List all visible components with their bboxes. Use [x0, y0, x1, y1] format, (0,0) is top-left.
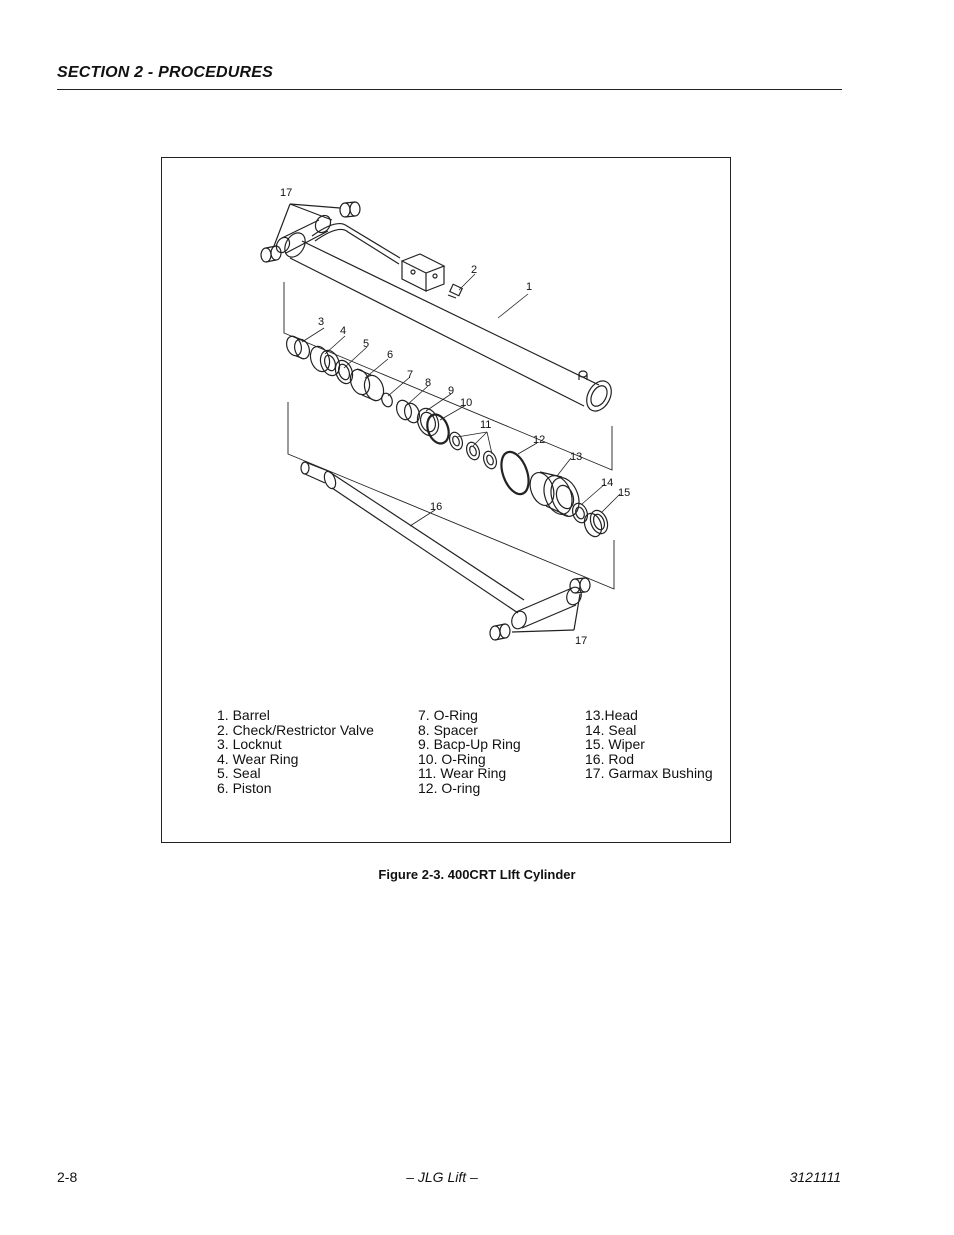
legend-column-1	[217, 708, 374, 795]
legend-item: 10. O-Ring	[418, 750, 486, 767]
callout-9: 9	[448, 385, 455, 397]
callout-10: 10	[460, 397, 473, 409]
legend-item: 8. Spacer	[418, 721, 478, 738]
document-number: 3121111	[789, 1169, 841, 1185]
piston-stack-drawing	[284, 334, 614, 539]
barrel-drawing	[274, 213, 616, 416]
figure-frame	[161, 157, 731, 843]
legend-item: 13.Head	[585, 707, 638, 723]
legend-item: 1. Barrel	[217, 707, 270, 723]
callout-5: 5	[363, 338, 370, 350]
legend-item: 15. Wiper	[585, 736, 645, 752]
legend-item: 14. Seal	[585, 721, 637, 738]
legend-item: 5. Seal	[217, 765, 261, 781]
section-title: SECTION 2 - PROCEDURES	[57, 64, 273, 81]
legend-item: 12. O-ring	[418, 779, 481, 796]
footer-publisher: – JLG Lift –	[406, 1169, 478, 1185]
legend-item: 6. Piston	[217, 779, 272, 796]
callout-2: 2	[471, 264, 478, 276]
legend-item: 2. Check/Restrictor Valve	[217, 721, 374, 738]
callout-11: 11	[480, 419, 492, 431]
rod-panel	[288, 402, 614, 589]
callout-1: 1	[526, 281, 533, 293]
callout-14: 14	[601, 477, 614, 489]
legend-item: 17. Garmax Bushing	[585, 765, 713, 781]
callout-12: 12	[533, 434, 546, 446]
legend-column-3	[585, 708, 713, 781]
callout-6: 6	[387, 349, 394, 361]
legend-item: 7. O-Ring	[418, 707, 478, 723]
legend-column-2	[418, 708, 521, 795]
callout-13: 13	[570, 451, 583, 463]
callout-3: 3	[318, 316, 325, 328]
legend-item: 9. Bacp-Up Ring	[418, 736, 521, 752]
upper-bushings-drawing	[261, 202, 360, 262]
callout-17-bottom: 17	[575, 635, 588, 647]
header-rule	[57, 89, 842, 90]
callout-4: 4	[340, 325, 347, 337]
legend-item: 4. Wear Ring	[217, 750, 299, 767]
callout-16: 16	[430, 501, 443, 513]
legend-item: 3. Locknut	[217, 736, 282, 752]
callout-8: 8	[425, 377, 432, 389]
page-number: 2-8	[57, 1169, 78, 1185]
legend-item: 11. Wear Ring	[418, 765, 507, 781]
figure-caption: Figure 2-3. 400CRT LIft Cylinder	[378, 867, 576, 882]
callout-7: 7	[407, 369, 414, 381]
legend-item: 16. Rod	[585, 750, 635, 767]
rod-drawing	[301, 462, 590, 640]
callout-17-top: 17	[280, 187, 293, 199]
callout-15: 15	[618, 487, 631, 499]
